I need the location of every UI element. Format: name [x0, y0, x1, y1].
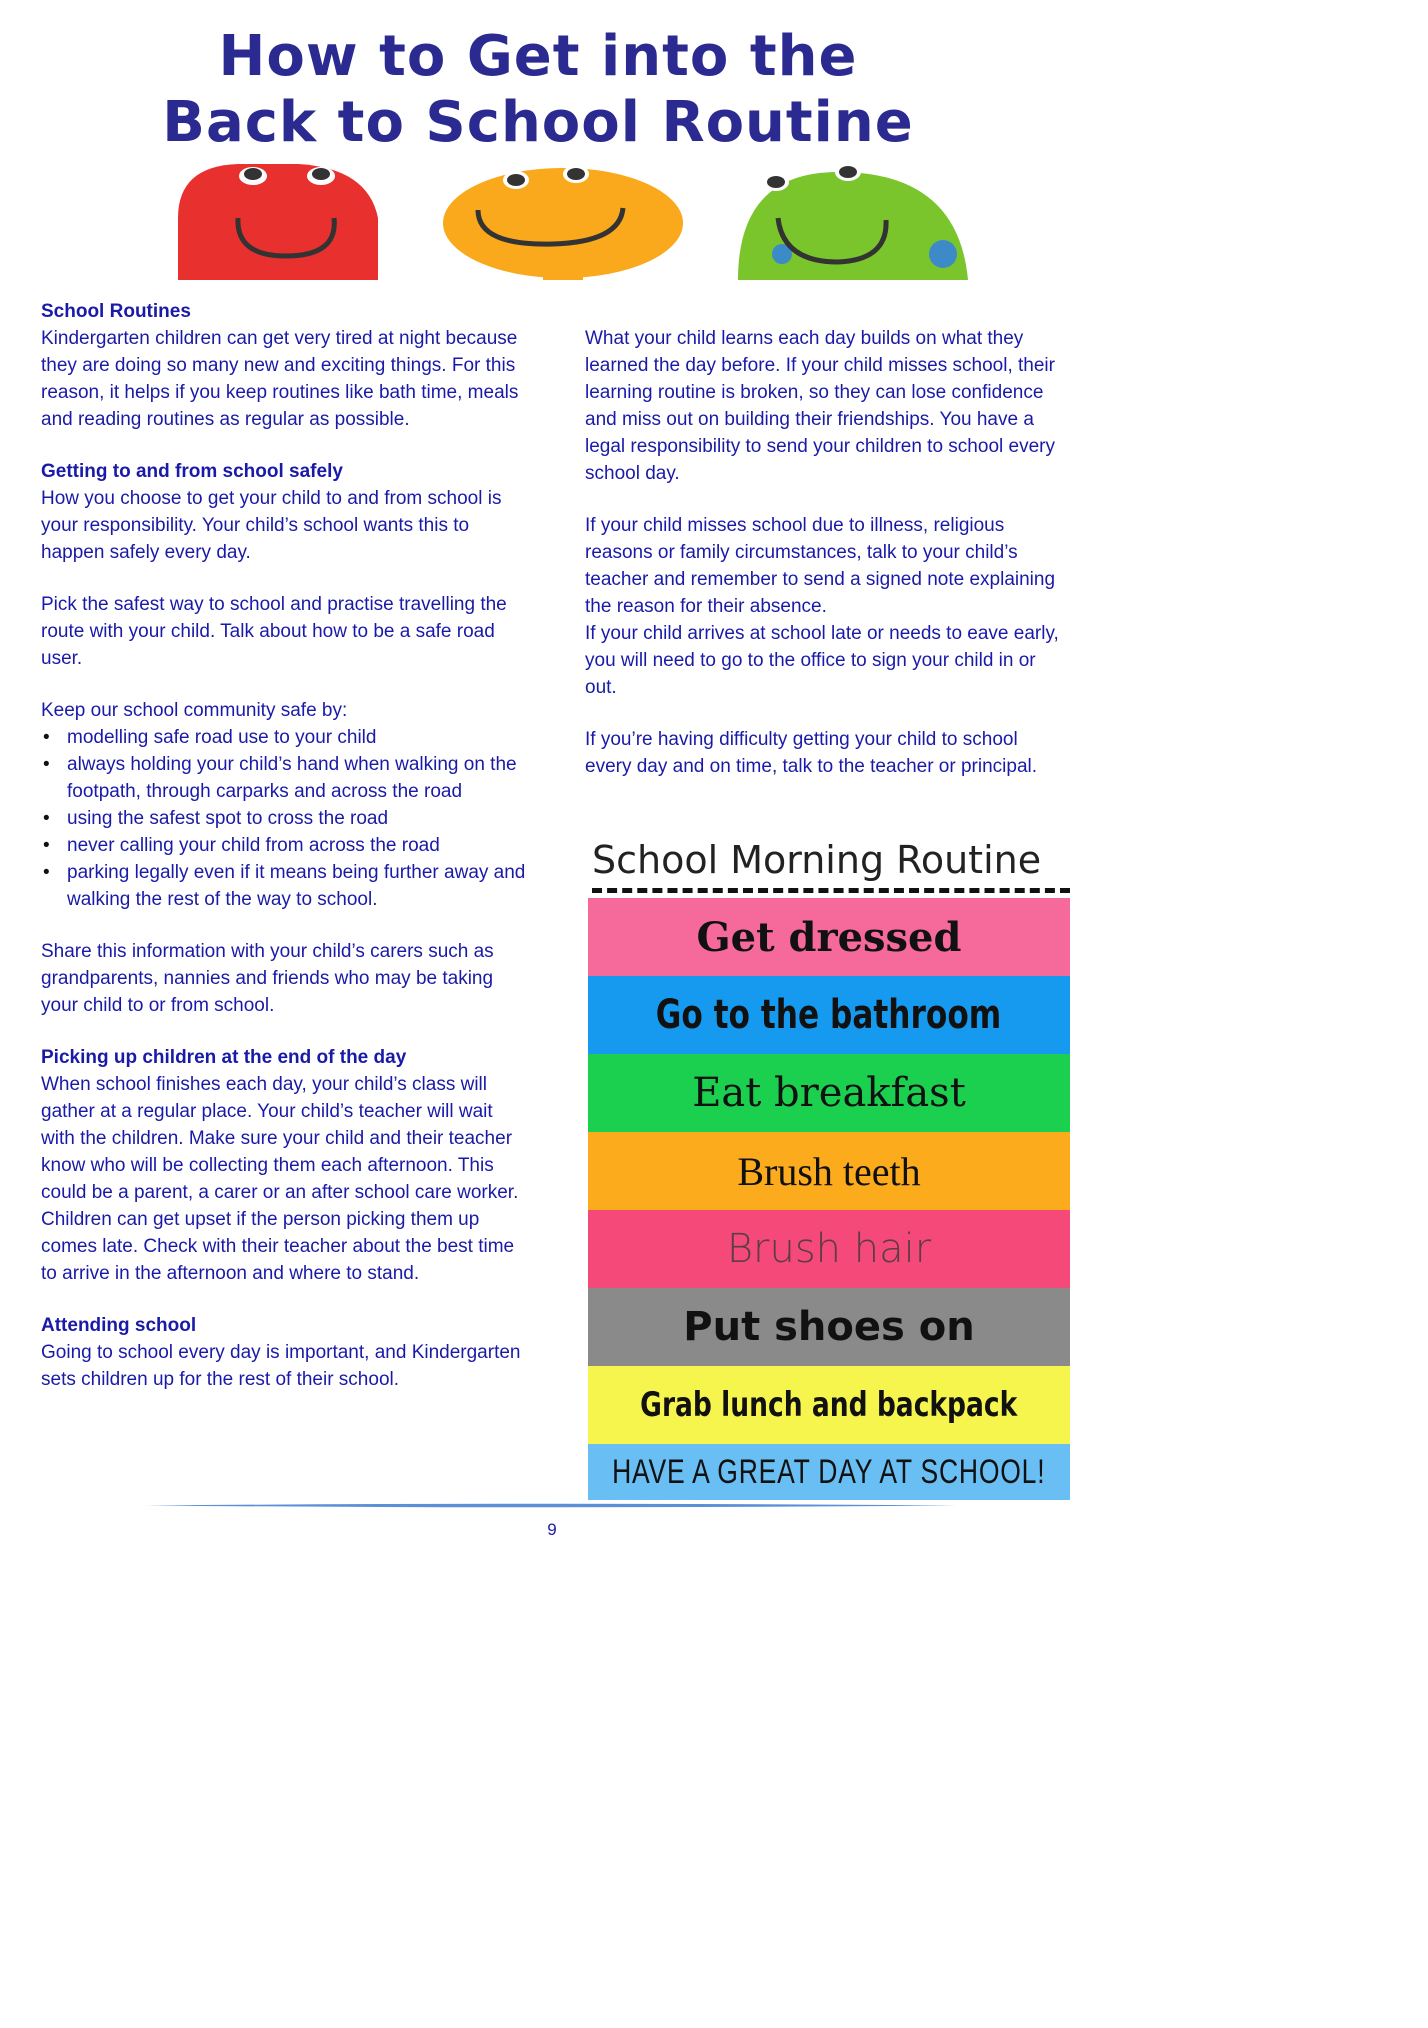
banner-title-line2: Back to School Routine	[162, 90, 914, 155]
right-column	[585, 325, 1065, 780]
red-monster-icon	[178, 164, 378, 280]
routine-step-get-dressed: Get dressed	[588, 898, 1070, 976]
routine-steps	[588, 898, 1070, 1500]
footer-divider	[146, 1503, 958, 1508]
monster-faces-illustration	[38, 158, 1038, 280]
school-routines-heading: School Routines	[41, 301, 191, 322]
safety-list	[41, 724, 531, 913]
routine-step-brush-hair: Brush hair	[588, 1210, 1070, 1288]
routine-step-breakfast: Eat breakfast	[588, 1054, 1070, 1132]
absence-para: If your child misses school due to illness, religious reasons or family circumstances, talk to your child’s teacher and remember to send a signed note explaining the reason for their absence.	[585, 515, 1056, 617]
getting-to-school-heading: Getting to and from school safely	[41, 461, 343, 482]
banner-title	[38, 24, 1038, 156]
attending-school-body: Going to school every day is important, and Kindergarten sets children up for the rest of their school.	[41, 1342, 521, 1390]
attending-school-heading: Attending school	[41, 1315, 197, 1336]
getting-to-school-para2: Pick the safest way to school and practise travelling the route with your child. Talk about how to be a safe road user.	[41, 594, 507, 669]
dashed-divider	[592, 888, 1070, 893]
routine-step-shoes: Put shoes on	[588, 1288, 1070, 1366]
routine-step-bathroom: Go to the bathroom	[588, 976, 1070, 1054]
list-item: • using the safest spot to cross the road	[41, 805, 531, 832]
page-number: 9	[547, 1520, 557, 1539]
green-monster-icon	[738, 163, 968, 280]
list-item: • modelling safe road use to your child	[41, 724, 531, 751]
picking-up-heading: Picking up children at the end of the day	[41, 1047, 407, 1068]
morning-routine-chart	[588, 836, 1070, 1494]
school-routines-body: Kindergarten children can get very tired at night because they are doing so many new and exciting things. For this reason, it helps if you keep routines like bath time, meals and reading routines as regular as possible.	[41, 328, 519, 430]
share-information-para: Share this information with your child’s carers such as grandparents, nannies and friends who may be taking your child to or from school.	[41, 941, 494, 1016]
picking-up-body: When school finishes each day, your child’s class will gather at a regular place. Your child’s teacher will wait with the children. Make sure your child and their teacher know who will be collecting them each afternoon. This could be a parent, a carer or an after school care worker. Children can get upset if the person picking them up comes late. Check with their teacher about the best time to arrive in the afternoon and where to stand.	[41, 1074, 519, 1284]
learning-routine-para: What your child learns each day builds on what they learned the day before. If your child misses school, their learning routine is broken, so they can lose confidence and miss out on building their friendships. You have a legal responsibility to send your children to school every school day.	[585, 328, 1055, 484]
morning-routine-title: School Morning Routine	[592, 838, 1042, 882]
safety-list-intro: Keep our school community safe by:	[41, 700, 348, 721]
routine-step-great-day: HAVE A GREAT DAY AT SCHOOL!	[588, 1444, 1070, 1500]
header-banner	[38, 18, 1038, 280]
list-item: • always holding your child’s hand when walking on the footpath, through carparks and across the road	[41, 751, 531, 805]
late-arrival-para: If your child arrives at school late or needs to eave early, you will need to go to the office to sign your child in or out.	[585, 623, 1059, 698]
banner-title-line1: How to Get into the	[218, 24, 858, 89]
list-item: • never calling your child from across the road	[41, 832, 531, 859]
orange-monster-icon	[443, 165, 683, 280]
left-column	[41, 298, 531, 1393]
getting-to-school-para1: How you choose to get your child to and from school is your responsibility. Your child’s school wants this to happen safely every day.	[41, 488, 502, 563]
difficulty-para: If you’re having difficulty getting your child to school every day and on time, talk to the teacher or principal.	[585, 729, 1038, 777]
list-item: • parking legally even if it means being further away and walking the rest of the way to school.	[41, 859, 531, 913]
routine-step-lunch-backpack: Grab lunch and backpack	[588, 1366, 1070, 1444]
routine-step-brush-teeth: Brush teeth	[588, 1132, 1070, 1210]
